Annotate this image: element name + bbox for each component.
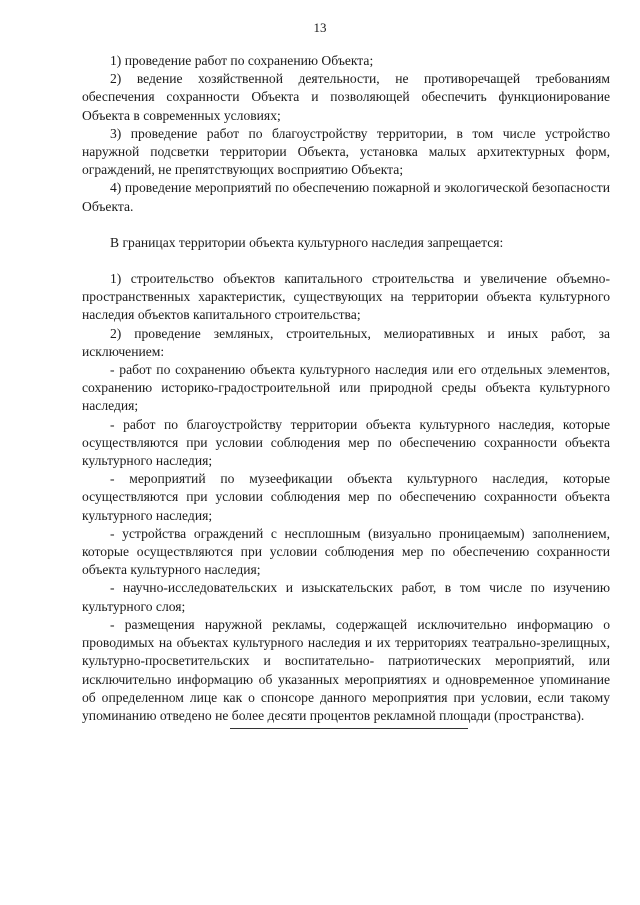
- document-body: [82, 52, 610, 725]
- page-number: 13: [313, 20, 327, 35]
- list-item: 1) проведение работ по сохранению Объекта;: [110, 53, 374, 68]
- prohibition-heading: В границах территории объекта культурного наследия запрещается:: [110, 234, 504, 250]
- list-item: - размещения наружной рекламы, содержащей исключительно информацию о проводимых на объектах культурного наследия и их территориях театрально-зрелищных, культурно-просветительских и воспитательно- патриотических мероприятий, или исключительно информацию об указанных мероприятиях и одновременное упоминание об определенном лице как о спонсоре данного мероприятия при условии, если такому упоминанию отведено не более десяти процентов рекламной площади (пространства).: [82, 616, 610, 723]
- spacer: [82, 216, 610, 234]
- list-item: - научно-исследовательских и изыскательских работ, в том числе по изучению культурного слоя;: [82, 580, 610, 614]
- end-of-document-line: [230, 728, 468, 729]
- list-item: - устройства ограждений с несплошным (визуально проницаемым) заполнением, которые осуществляются при условии соблюдения мер по обеспечению сохранности объекта культурного наследия;: [82, 525, 610, 578]
- spacer: [82, 252, 610, 270]
- list-item: 2) проведение земляных, строительных, мелиоративных и иных работ, за исключением:: [82, 325, 610, 359]
- list-item: 4) проведение мероприятий по обеспечению пожарной и экологической безопасности Объекта.: [82, 180, 610, 214]
- list-item: - работ по сохранению объекта культурного наследия или его отдельных элементов, сохранению историко-градостроительной или природной среды объекта культурного наследия;: [82, 362, 610, 414]
- list-item: 1) строительство объектов капитального строительства и увеличение объемно-пространственных характеристик, существующих на территории объекта культурного наследия объектов капитального строительства;: [82, 271, 610, 323]
- list-item: 2) ведение хозяйственной деятельности, не противоречащей требованиям обеспечения сохранности Объекта и позволяющей обеспечить функционирование Объекта в современных условиях;: [82, 71, 610, 123]
- list-item: - работ по благоустройству территории объекта культурного наследия, которые осуществляются при условии соблюдения мер по обеспечению сохранности объекта культурного наследия;: [82, 416, 610, 469]
- list-item: - мероприятий по музеефикации объекта культурного наследия, которые осуществляются при условии соблюдения мер по обеспечению сохранности объекта культурного наследия;: [82, 471, 610, 523]
- list-item: 3) проведение работ по благоустройству территории, в том числе устройство наружной подсветки территории Объекта, установка малых архитектурных форм, ограждений, не препятствующих восприятию Объекта;: [82, 125, 610, 178]
